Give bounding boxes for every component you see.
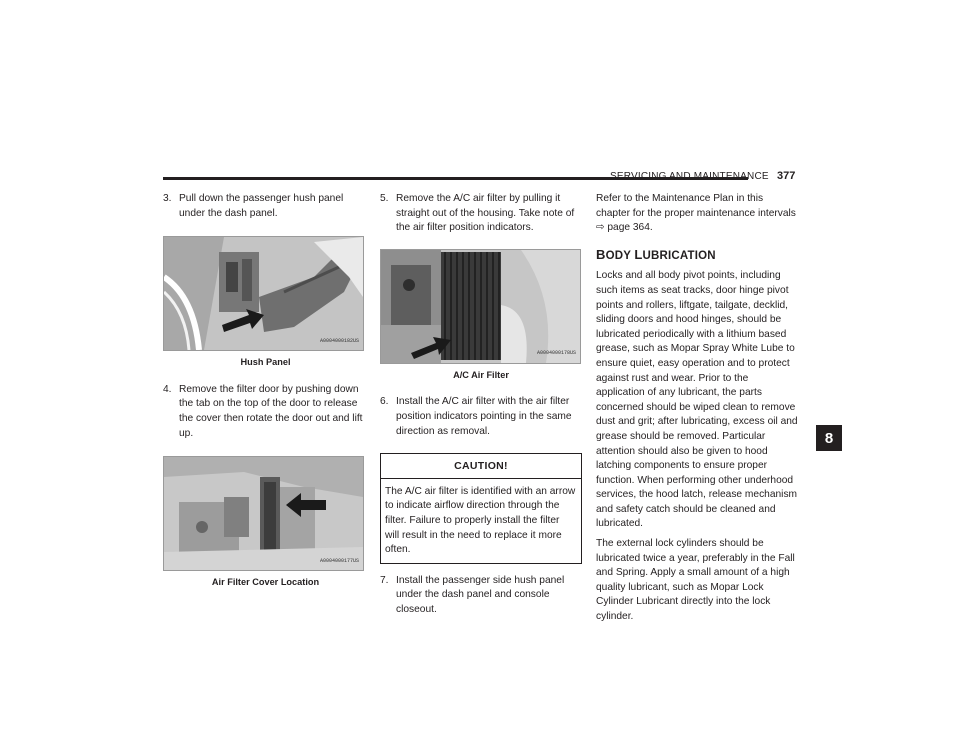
step-text: Install the passenger side hush panel under the dash panel and console closeout. (396, 574, 565, 615)
caution-box (380, 453, 582, 564)
intro-paragraph (596, 192, 799, 236)
step-text: Remove the A/C air filter by pulling it straight out of the housing. Take note of the air filter position indicators. (396, 193, 575, 234)
lubrication-paragraph-1: Locks and all body pivot points, including such items as seat tracks, door hinge pivot points and rollers, liftgate, tailgate, decklid, sliding doors and hood hinges, should be lubricated periodically with a lithium based grease, such as Mopar Spray White Lube to ensure quiet, easy operation and to protect against rust and wear. Prior to the application of any lubricant, the parts concerned should be wiped clean to remove dust and grit; after lubricating, excess oil and grease should be removed. Particular attention should also be given to hood latching components to ensure proper function. When performing other underhood services, the hood latch, release mechanism and safety catch should be cleaned and lubricated. (596, 270, 798, 530)
step-number: 5. (380, 193, 389, 204)
caution-title: CAUTION! (381, 454, 581, 479)
ac-air-filter-image (380, 249, 581, 364)
air-filter-cover-image (163, 456, 364, 571)
figure-code: A0004000178US (536, 350, 576, 357)
caution-text: The A/C air filter is identified with an arrow to indicate airflow direction through the filter. Failure to properly install the filter will result in the need to replace it more often. (385, 485, 576, 556)
step-text: Remove the filter door by pushing down the tab on the top of the door to release the cover then rotate the door out and lift up. (179, 383, 363, 439)
lubrication-paragraph-2: The external lock cylinders should be lubricated twice a year, preferably in the Fall and Spring. Apply a small amount of a high quality lubricant, such as Mopar Lock Cylinder Lubricant directly into the lock cylinder. (596, 538, 795, 623)
section-title: SERVICING AND MAINTENANCE (610, 171, 769, 182)
column-1 (163, 192, 368, 590)
step-number: 4. (163, 383, 172, 395)
chapter-tab[interactable]: 8 (816, 425, 842, 451)
intro-text: Refer to the Maintenance Plan in this chapter for the proper maintenance intervals (596, 193, 796, 219)
step-number: 6. (380, 396, 389, 408)
figure-caption-hush-panel: Hush Panel (240, 357, 291, 368)
step-3 (163, 192, 368, 221)
figure-code: A0004000182US (319, 337, 359, 344)
page-number: 377 (777, 170, 796, 182)
step-5 (380, 192, 582, 236)
arrow-right-icon: ⇨ (596, 222, 605, 234)
page-reference[interactable] (596, 222, 653, 233)
step-7 (380, 574, 582, 618)
figure-caption-air-filter-cover: Air Filter Cover Location (211, 577, 320, 588)
step-text: Pull down the passenger hush panel under the dash panel. (179, 193, 344, 219)
step-text: Install the A/C air filter with the air filter position indicators pointing in the same direction as removal. (396, 396, 572, 437)
hush-panel-image (163, 236, 364, 351)
step-4 (163, 383, 368, 441)
figure-code: A0004000177US (319, 557, 359, 564)
filter-pleats (441, 252, 501, 360)
step-6 (380, 395, 582, 439)
step-number: 7. (380, 574, 389, 586)
column-3 (596, 192, 799, 625)
step-number: 3. (163, 193, 172, 204)
section-heading-body-lubrication: BODY LUBRICATION (596, 246, 716, 262)
page-reference-text: page 364. (607, 222, 653, 234)
figure-caption-ac-air-filter: A/C Air Filter (453, 369, 509, 380)
column-2 (380, 192, 582, 618)
